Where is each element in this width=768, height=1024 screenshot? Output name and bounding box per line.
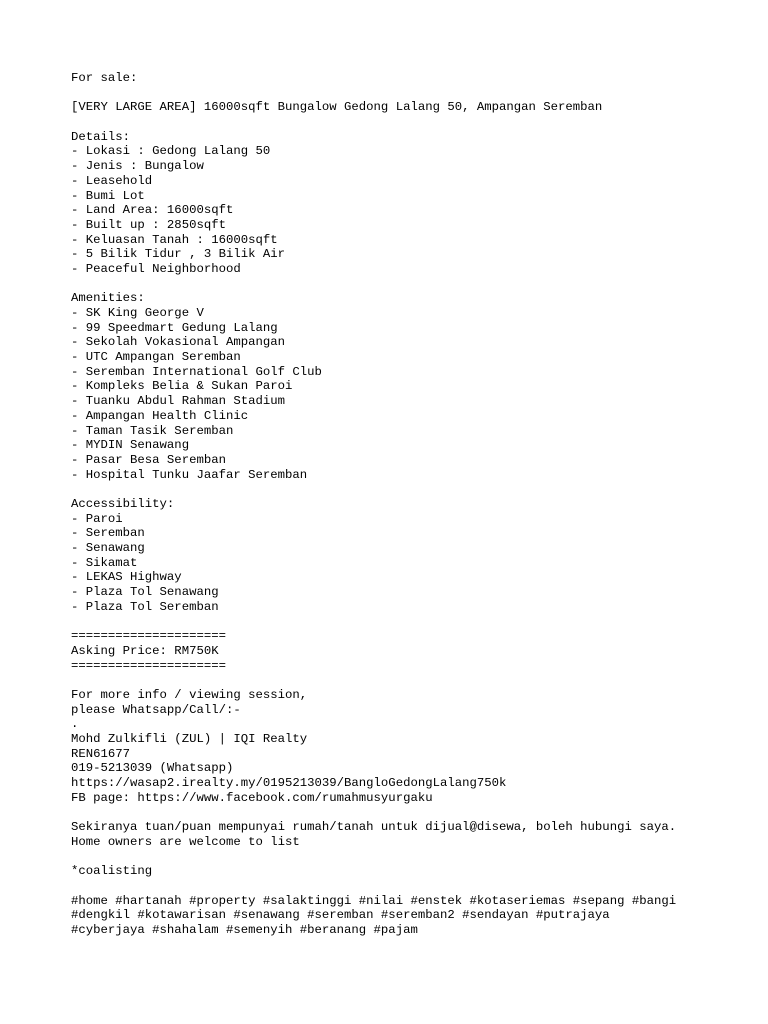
details-item: - Land Area: 16000sqft: [71, 203, 234, 218]
amenities-item: - Kompleks Belia & Sukan Paroi: [71, 379, 293, 394]
amenities-item: - SK King George V: [71, 306, 204, 320]
details-item: - Built up : 2850sqft: [71, 217, 226, 232]
agent-phone: 019-5213039 (Whatsapp): [71, 761, 234, 776]
blank-line: [71, 115, 761, 130]
agent-name: Mohd Zulkifli (ZUL) | IQI Realty: [71, 731, 308, 746]
blank-line: [71, 614, 761, 629]
facebook-page-link[interactable]: FB page: https://www.facebook.com/rumahmusyurgaku: [71, 790, 433, 805]
hashtags: #dengkil #kotawarisan #senawang #seremban #seremban2 #sendayan #putrajaya: [71, 908, 610, 923]
blank-line: [71, 879, 761, 894]
hashtags: #cyberjaya #shahalam #semenyih #beranang #pajam: [71, 922, 418, 937]
amenities-item: - MYDIN Senawang: [71, 438, 190, 453]
listing-title: [VERY LARGE AREA] 16000sqft Bungalow Gedong Lalang 50, Ampangan Seremban: [71, 100, 603, 115]
accessibility-item: - Plaza Tol Seremban: [71, 599, 219, 614]
price-divider: =====================: [71, 629, 226, 644]
heading-for-sale: For sale:: [71, 71, 138, 85]
details-item: - Bumi Lot: [71, 188, 145, 203]
hashtags: #home #hartanah #property #salaktinggi #nilai #enstek #kotaseriemas #sepang #bangi: [71, 893, 677, 908]
blank-line: [71, 86, 761, 101]
contact-intro: please Whatsapp/Call/:-: [71, 702, 241, 717]
blank-line: [71, 482, 761, 497]
amenities-item: - UTC Ampangan Seremban: [71, 350, 241, 365]
amenities-item: - Taman Tasik Seremban: [71, 423, 234, 438]
accessibility-item: - LEKAS Highway: [71, 570, 182, 585]
coalisting-note: *coalisting: [71, 864, 153, 879]
details-heading: Details:: [71, 129, 131, 144]
details-item: - Jenis : Bungalow: [71, 159, 204, 174]
accessibility-heading: Accessibility:: [71, 496, 175, 511]
contact-separator: .: [71, 717, 79, 732]
details-item: - 5 Bilik Tidur , 3 Bilik Air: [71, 247, 286, 262]
amenities-item: - Seremban International Golf Club: [71, 364, 322, 379]
accessibility-item: - Plaza Tol Senawang: [71, 585, 219, 600]
amenities-item: - Ampangan Health Clinic: [71, 408, 249, 423]
amenities-item: - Tuanku Abdul Rahman Stadium: [71, 394, 286, 409]
accessibility-item: - Paroi: [71, 511, 123, 526]
amenities-heading: Amenities:: [71, 291, 145, 306]
details-item: - Keluasan Tanah : 16000sqft: [71, 232, 278, 247]
details-item: - Peaceful Neighborhood: [71, 261, 241, 276]
amenities-item: - Sekolah Vokasional Ampangan: [71, 335, 286, 350]
details-item: - Lokasi : Gedong Lalang 50: [71, 144, 271, 159]
accessibility-item: - Sikamat: [71, 555, 138, 570]
blank-line: [71, 277, 761, 292]
document-body: [71, 71, 761, 938]
details-item: - Leasehold: [71, 173, 153, 188]
blank-line: [71, 673, 761, 688]
amenities-item: - 99 Speedmart Gedung Lalang: [71, 320, 278, 335]
asking-price: Asking Price: RM750K: [71, 643, 219, 658]
accessibility-item: - Senawang: [71, 541, 145, 555]
agent-ren: REN61677: [71, 746, 131, 761]
accessibility-item: - Seremban: [71, 526, 145, 541]
owner-invitation: Home owners are welcome to list: [71, 834, 300, 849]
whatsapp-link[interactable]: https://wasap2.irealty.my/0195213039/BangloGedongLalang750k: [71, 776, 507, 790]
owner-invitation: Sekiranya tuan/puan mempunyai rumah/tanah untuk dijual@disewa, boleh hubungi saya.: [71, 820, 677, 835]
price-divider: =====================: [71, 658, 226, 673]
blank-line: [71, 849, 761, 864]
blank-line: [71, 805, 761, 820]
contact-intro: For more info / viewing session,: [71, 687, 308, 702]
amenities-item: - Pasar Besa Seremban: [71, 452, 226, 467]
amenities-item: - Hospital Tunku Jaafar Seremban: [71, 467, 308, 482]
